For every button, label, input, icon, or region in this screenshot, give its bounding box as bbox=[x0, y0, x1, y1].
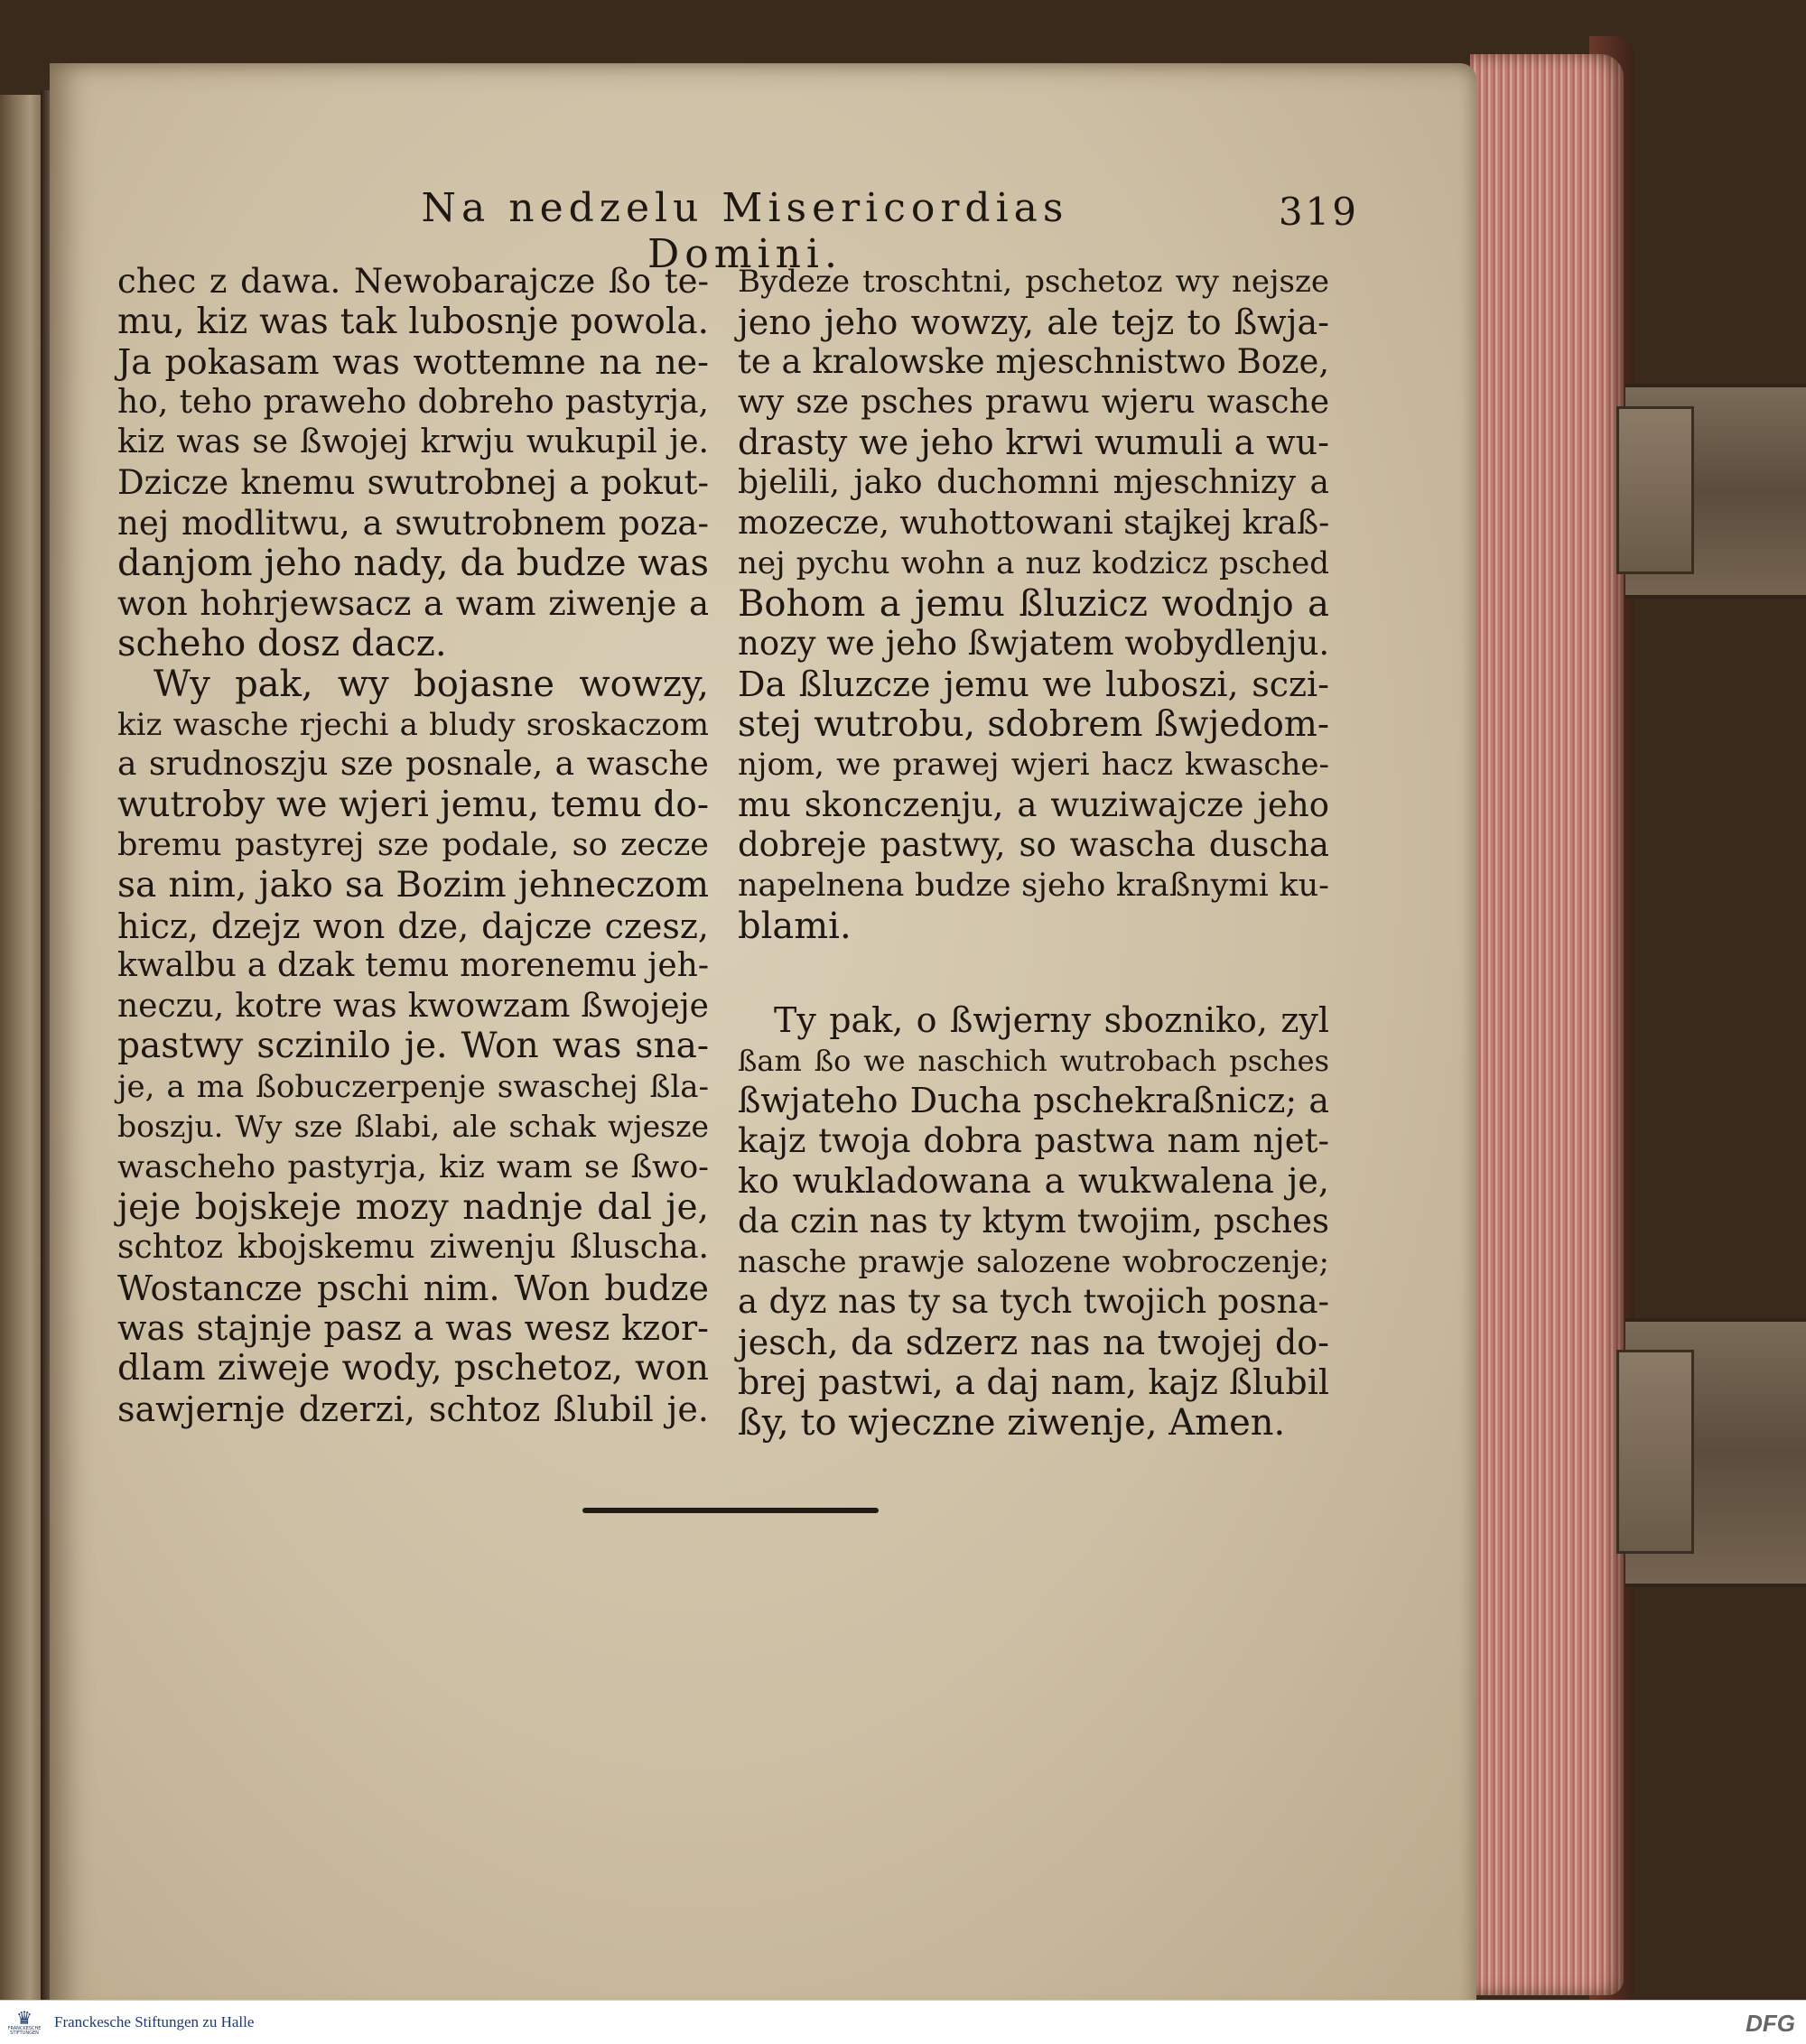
text-line: hicz, dzejz won dze, dajcze czesz, bbox=[117, 906, 709, 946]
text-line: drasty we jeho krwi wumuli a wu- bbox=[738, 423, 1329, 463]
institution-name[interactable]: Franckesche Stiftungen zu Halle bbox=[54, 2013, 255, 2030]
text-line: sa nim, jako sa Bozim jehneczom bbox=[117, 864, 709, 906]
logo-caption: FRANCKESCHE STIFTUNGEN bbox=[7, 2025, 42, 2036]
text-line: ho, teho praweho dobreho pastyrja, bbox=[117, 383, 709, 421]
institution-logo[interactable] bbox=[5, 2004, 43, 2040]
text-line: ßwjateho Ducha pschekraßnicz; a bbox=[738, 1081, 1329, 1121]
upper-clasp-plate bbox=[1616, 406, 1694, 574]
text-line: kiz wasche rjechi a bludy sroskaczom bbox=[117, 706, 709, 743]
lower-clasp-plate bbox=[1616, 1350, 1694, 1554]
text-line: won hohrjewsacz a wam ziwenje a bbox=[117, 583, 709, 623]
text-line: was stajnje pasz a was wesz kzor- bbox=[117, 1308, 709, 1349]
page-fore-edge bbox=[1470, 54, 1624, 1995]
text-line: scheho dosz dacz. bbox=[117, 623, 447, 665]
text-line: dlam ziweje wody, pschetoz, won bbox=[117, 1348, 709, 1389]
text-line: schtoz kbojskemu ziwenju ßluscha. bbox=[117, 1229, 709, 1267]
text-line: nasche prawje salozene wobroczenje; bbox=[738, 1243, 1329, 1280]
text-line: a dyz nas ty sa tych twojich posna- bbox=[738, 1282, 1329, 1322]
text-line: dobreje pastwy, so wascha duscha bbox=[738, 825, 1329, 865]
viewer-footer bbox=[0, 2000, 1806, 2044]
text-line: mozecze, wuhottowani stajkej kraß- bbox=[738, 504, 1330, 542]
text-line: Wostancze pschi nim. Won budze bbox=[117, 1268, 709, 1308]
dfg-logo[interactable]: DFG bbox=[1745, 2010, 1795, 2037]
page-number: 319 bbox=[1278, 190, 1359, 234]
text-line: kajz twoja dobra pastwa nam njet- bbox=[738, 1120, 1329, 1160]
text-line: jesch, da sdzerz nas na twojej do- bbox=[738, 1322, 1329, 1362]
left-text-column bbox=[117, 262, 709, 1429]
text-line: a srudnoszju sze posnale, a wasche bbox=[117, 746, 709, 784]
text-line: bjelili, jako duchomni mjeschnizy a bbox=[738, 463, 1329, 501]
text-line: stej wutrobu, sdobrem ßwjedom- bbox=[738, 703, 1329, 745]
text-line: neczu, kotre was kwowzam ßwojeje bbox=[117, 987, 709, 1025]
text-line: Wy pak, wy bojasne wowzy, bbox=[154, 663, 709, 705]
text-line: mu skonczenju, a wuziwajcze jeho bbox=[738, 785, 1329, 824]
text-line: njom, we prawej wjeri hacz kwasche- bbox=[738, 747, 1329, 784]
text-line: ßam ßo we naschich wutrobach psches bbox=[738, 1043, 1329, 1078]
text-line: brej pastwi, a daj nam, kajz ßlubil bbox=[738, 1362, 1329, 1403]
text-line: sawjernje dzerzi, schtoz ßlubil je. bbox=[117, 1389, 709, 1429]
text-line: Bydeze troschtni, pschetoz wy nejsze bbox=[738, 264, 1329, 300]
right-text-column bbox=[738, 262, 1329, 1444]
text-line: danjom jeho nady, da budze was bbox=[117, 543, 709, 585]
text-line: Ja pokasam was wottemne na ne- bbox=[117, 342, 709, 383]
running-head: Na nedzelu Misericordias Domini. bbox=[421, 185, 1069, 277]
text-line: boszju. Wy sze ßlabi, ale schak wjesze bbox=[117, 1109, 709, 1145]
text-line: Bohom a jemu ßluzicz wodnjo a bbox=[738, 582, 1329, 625]
text-line: napelnena budze sjeho kraßnymi ku- bbox=[738, 867, 1329, 904]
text-line: ko wukladowana a wukwalena je, bbox=[738, 1161, 1329, 1202]
text-line: Da ßluzcze jemu we luboszi, sczi- bbox=[738, 664, 1329, 704]
text-line: jeje bojskeje mozy nadnje dal je, bbox=[117, 1186, 709, 1228]
text-line: kwalbu a dzak temu morenemu jeh- bbox=[117, 947, 709, 985]
text-line: ßy, to wjeczne ziwenje, Amen. bbox=[738, 1402, 1286, 1445]
text-line: te a kralowske mjeschnistwo Boze, bbox=[738, 342, 1330, 382]
text-line: chec z dawa. Newobarajcze ßo te- bbox=[117, 262, 709, 301]
text-line: Dzicze knemu swutrobnej a pokut- bbox=[117, 462, 709, 502]
text-line: bremu pastyrej sze podale, so zecze bbox=[117, 827, 709, 864]
text-line: pastwy sczinilo je. Won was sna- bbox=[117, 1026, 709, 1067]
end-rule-divider bbox=[582, 1508, 879, 1513]
text-line: wy sze psches prawu wjeru wasche bbox=[738, 383, 1329, 421]
text-line: da czin nas ty ktym twojim, psches bbox=[738, 1202, 1329, 1241]
text-line: wutroby we wjeri jemu, temu do- bbox=[117, 784, 709, 825]
text-line: mu, kiz was tak lubosnje powola. bbox=[117, 301, 709, 342]
text-line: nej modlitwu, a swutrobnem poza- bbox=[117, 503, 709, 543]
text-line: wascheho pastyrja, kiz wam se ßwo- bbox=[117, 1149, 709, 1186]
text-line: blami. bbox=[738, 905, 852, 947]
text-line: kiz was se ßwojej krwju wukupil je. bbox=[117, 423, 709, 461]
text-line: je, a ma ßobuczerpenje swaschej ßla- bbox=[117, 1068, 709, 1105]
crest-icon: ♛ bbox=[16, 2006, 33, 2029]
text-line: jeno jeho wowzy, ale tejz to ßwja- bbox=[738, 302, 1329, 342]
text-line: nozy we jeho ßwjatem wobydlenju. bbox=[738, 624, 1330, 664]
text-line: nej pychu wohn a nuz kodzicz psched bbox=[738, 545, 1329, 582]
text-line: Ty pak, o ßwjerny sbozniko, zyl bbox=[774, 1000, 1329, 1041]
paragraph-gap bbox=[738, 946, 1329, 1000]
